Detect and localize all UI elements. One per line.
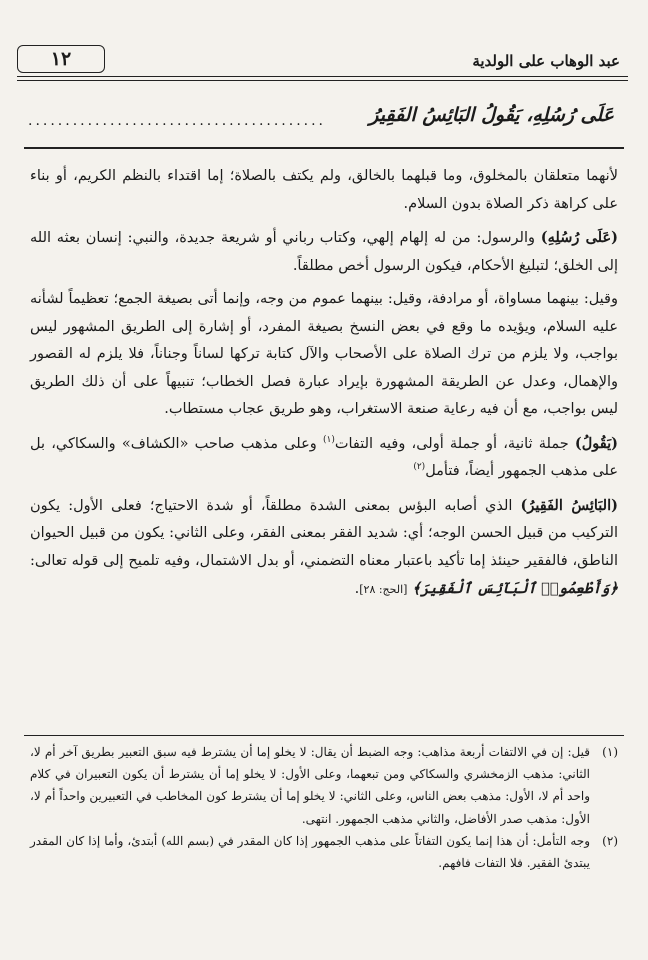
paragraph-3: وقيل: بينهما مساواة، أو مرادفة، وقيل: بينهما عموم من وجه، وإنما أتى بصيغة الجمع؛ تعظيماً لشأنه عليه السلام، ويؤيده ما وقع في بعض النسخ بصيغة المفرد، أو إشارة إلى الطريق المشهور ليس بواجب، ولا يلزم من ترك الصلاة على الأصحاب والآل كتابة تركها لساناً وجناناً، فلا يلزم له القصور والإهمال، وعدل عن الطريقة المشهورة بإيراد عبارة فصل الخطاب؛ تنبيهاً على أن ذلك الطريق ليس بواجب، مع أن فيه رعاية صنعة الاستغراب، وهو طريق عجاب مستطاب. <box>30 291 618 417</box>
paragraph-5-text: الذي أصابه البؤس بمعنى الشدة مطلقاً، أو شدة الاحتياج؛ فعلى الأول: يكون التركيب من قبيل الحسن الوجه؛ أي: شديد الفقر بمعنى الفقر، وعلى الثاني: يكون من قبيل الحيوان الناطق، فالفقير حينئذ إما تأكيد باعتبار معناه التضمني، أو بدل الاشتمال، وفيه تلميح إلى قوله تعالى: <box>30 497 618 569</box>
footnote-2 <box>30 830 618 874</box>
page-number-text: ١٢ <box>50 48 72 70</box>
footnote-1-text: قيل: إن في الالتفات أربعة مذاهب: وجه الضبط أن يقال: لا يخلو إما أن يشترط فيه سبق التعبير بطريق آخر أم لا، الثاني: مذهب الزمخشري والسكاكي ومن تبعهما، وعلى الأول: لا يخلو إما أن يشترط أن يكون التعبيران في كلام واحد أم لا، الأول: مذهب بعض الناس، وعلى الثاني: لا يخلو إما أن يشترط كون المخاطب في التعبيرين واحداً أم لا، الأول: مذهب صدر الأفاضل، والثاني مذهب الجمهور. انتهى. <box>30 745 590 826</box>
header-rule-thin <box>17 80 628 81</box>
quran-reference: [الحج: ٢٨] <box>359 583 408 596</box>
term-yaqulu: (يَقُولُ) <box>574 434 618 452</box>
paragraph-4-text-b: وعلى مذهب صاحب «الكشاف» والسكاكي، بل على مذهب الجمهور أيضاً، فتأمل <box>30 435 618 479</box>
footnote-2-text: وجه التأمل: أن هذا إنما يكون التفاتاً على مذهب الجمهور إذا كان المقدر في (بسم الله) أبتدئ، وأما إذا كان المقدر يبتدئ الفقير. فلا التفات فافهم. <box>30 833 590 871</box>
footnote-rule <box>24 735 624 736</box>
quran-quote: ﴿وَأَطْعِمُوا۟ ٱلْبَآئِسَ ٱلْفَقِيرَ﴾ <box>412 580 618 597</box>
footnote-ref-2[interactable]: (٢) <box>413 462 426 473</box>
footnotes <box>30 741 618 874</box>
header-rule <box>17 76 628 77</box>
main-text <box>30 163 618 610</box>
term-ala-rusulihi: (عَلَى رُسُلِهِ) <box>540 229 618 246</box>
paragraph-2-text: والرسول: من له إلهام إلهي، وكتاب رباني أو شريعة جديدة، والنبي: إنسان بعثه الله إلى الخلق؛ لتبليغ الأحكام، فيكون الرسول أخص مطلقاً. <box>30 230 618 274</box>
paragraph-5-end: . <box>354 581 360 597</box>
footnote-2-number: (٢) <box>602 833 618 848</box>
section-rule <box>24 147 624 149</box>
page-number <box>17 45 105 73</box>
paragraph-4-text-a: جملة ثانية، أو جملة أولى، وفيه التفات <box>334 435 575 452</box>
paragraph-2 <box>30 224 618 280</box>
paragraph-5 <box>30 492 618 604</box>
paragraph-1: لأنهما متعلقان بالمخلوق، وما قبلهما بالخالق، ولم يكتف بالصلاة؛ إما اقتداء بالنظم الكريم، أو بناء على كراهة ذكر الصلاة بدون السلام. <box>30 168 618 212</box>
leader-dots: ........................................ <box>28 113 327 129</box>
footnote-1 <box>30 741 618 830</box>
term-al-bais-al-faqir: (البَائِسُ الفَقِيرُ) <box>520 496 618 514</box>
footnote-1-number: (١) <box>602 745 618 759</box>
footnote-ref-1[interactable]: (١) <box>322 434 335 445</box>
running-title: عبد الوهاب على الولدية <box>472 52 620 70</box>
paragraph-4 <box>30 430 618 486</box>
section-heading: عَلَى رُسُلِهِ، يَقُولُ البَائِسُ الفَقِيرُ <box>369 104 614 126</box>
